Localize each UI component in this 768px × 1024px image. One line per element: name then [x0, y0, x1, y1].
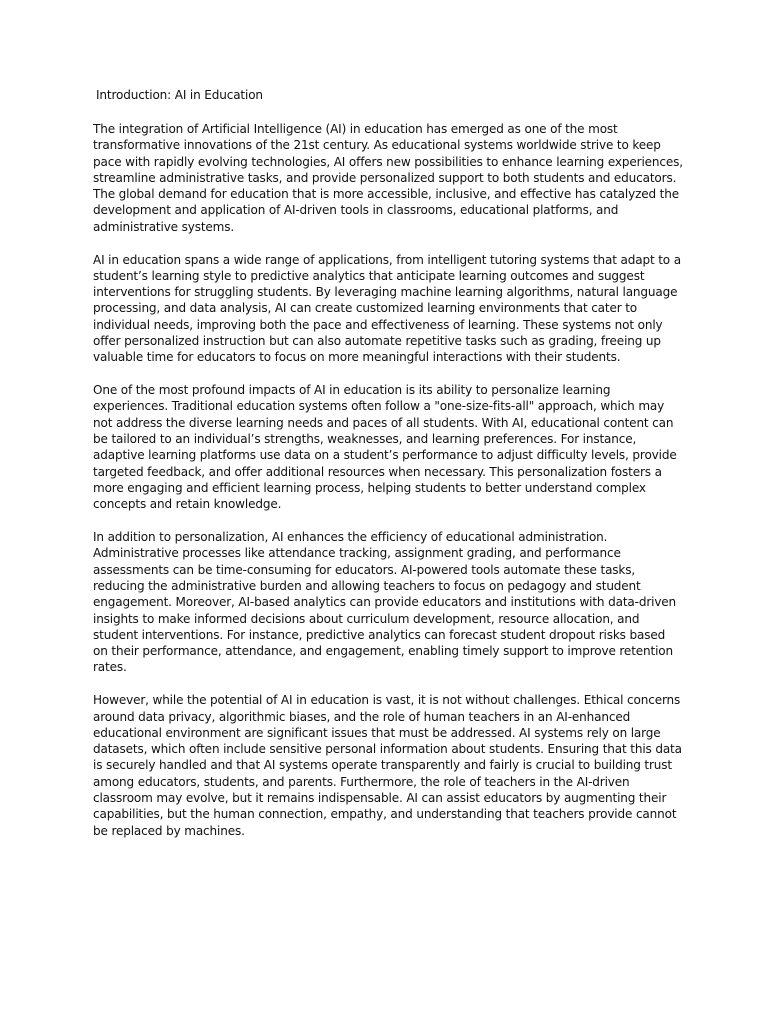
- paragraph-4: In addition to personalization, AI enhances the efficiency of educational administration. Administrative processes like attendance tracking, assignment grading, and performance assessments can be time-consuming for educators. AI-powered tools automate these tasks, reducing the administrative burden and allowing teachers to focus on pedagogy and student engagement. Moreover, AI-based analytics can provide educators and institutions with data-driven insights to make informed decisions about curriculum development, resource allocation, and student interventions. For instance, predictive analytics can forecast student dropout risks based on their performance, attendance, and engagement, enabling timely support to improve retention rates.: [93, 530, 677, 675]
- paragraph-1: The integration of Artificial Intelligence (AI) in education has emerged as one of the most transformative innovations of the 21st century. As educational systems worldwide strive to keep pace with rapidly evolving technologies, AI offers new possibilities to enhance learning experiences, streamline administrative tasks, and provide personalized support to both students and educators. The global demand for education that is more accessible, inclusive, and effective has catalyzed the development and application of AI-driven tools in classrooms, educational platforms, and administrative systems.: [93, 122, 683, 234]
- document-title: Introduction: AI in Education: [96, 88, 263, 102]
- paragraph-2: AI in education spans a wide range of applications, from intelligent tutoring systems that adapt to a student’s learning style to predictive analytics that anticipate learning outcomes and suggest interventions for struggling students. By leveraging machine learning algorithms, natural language processing, and data analysis, AI can create customized learning environments that cater to individual needs, improving both the pace and effectiveness of learning. These systems not only offer personalized instruction but can also automate repetitive tasks such as grading, freeing up valuable time for educators to focus on more meaningful interactions with their students.: [93, 252, 681, 365]
- document-body: [93, 86, 683, 839]
- paragraph-3: One of the most profound impacts of AI in education is its ability to personalize learning experiences. Traditional education systems often follow a "one-size-fits-all" approach, which may not address the diverse learning needs and paces of all students. With AI, educational content can be tailored to an individual’s strengths, weaknesses, and learning preferences. For instance, adaptive learning platforms use data on a student’s performance to adjust difficulty levels, provide targeted feedback, and offer additional resources when necessary. This personalization fosters a more engaging and efficient learning process, helping students to better understand complex concepts and retain knowledge.: [93, 383, 677, 512]
- paragraph-5: However, while the potential of AI in education is vast, it is not without challenges. Ethical concerns around data privacy, algorithmic biases, and the role of human teachers in an AI-enhanced educational environment are significant issues that must be addressed. AI systems rely on large datasets, which often include sensitive personal information about students. Ensuring that this data is securely handled and that AI systems operate transparently and fairly is crucial to building trust among educators, students, and parents. Furthermore, the role of teachers in the AI-driven classroom may evolve, but it remains indispensable. AI can assist educators by augmenting their capabilities, but the human connection, empathy, and understanding that teachers provide cannot be replaced by machines.: [93, 693, 682, 838]
